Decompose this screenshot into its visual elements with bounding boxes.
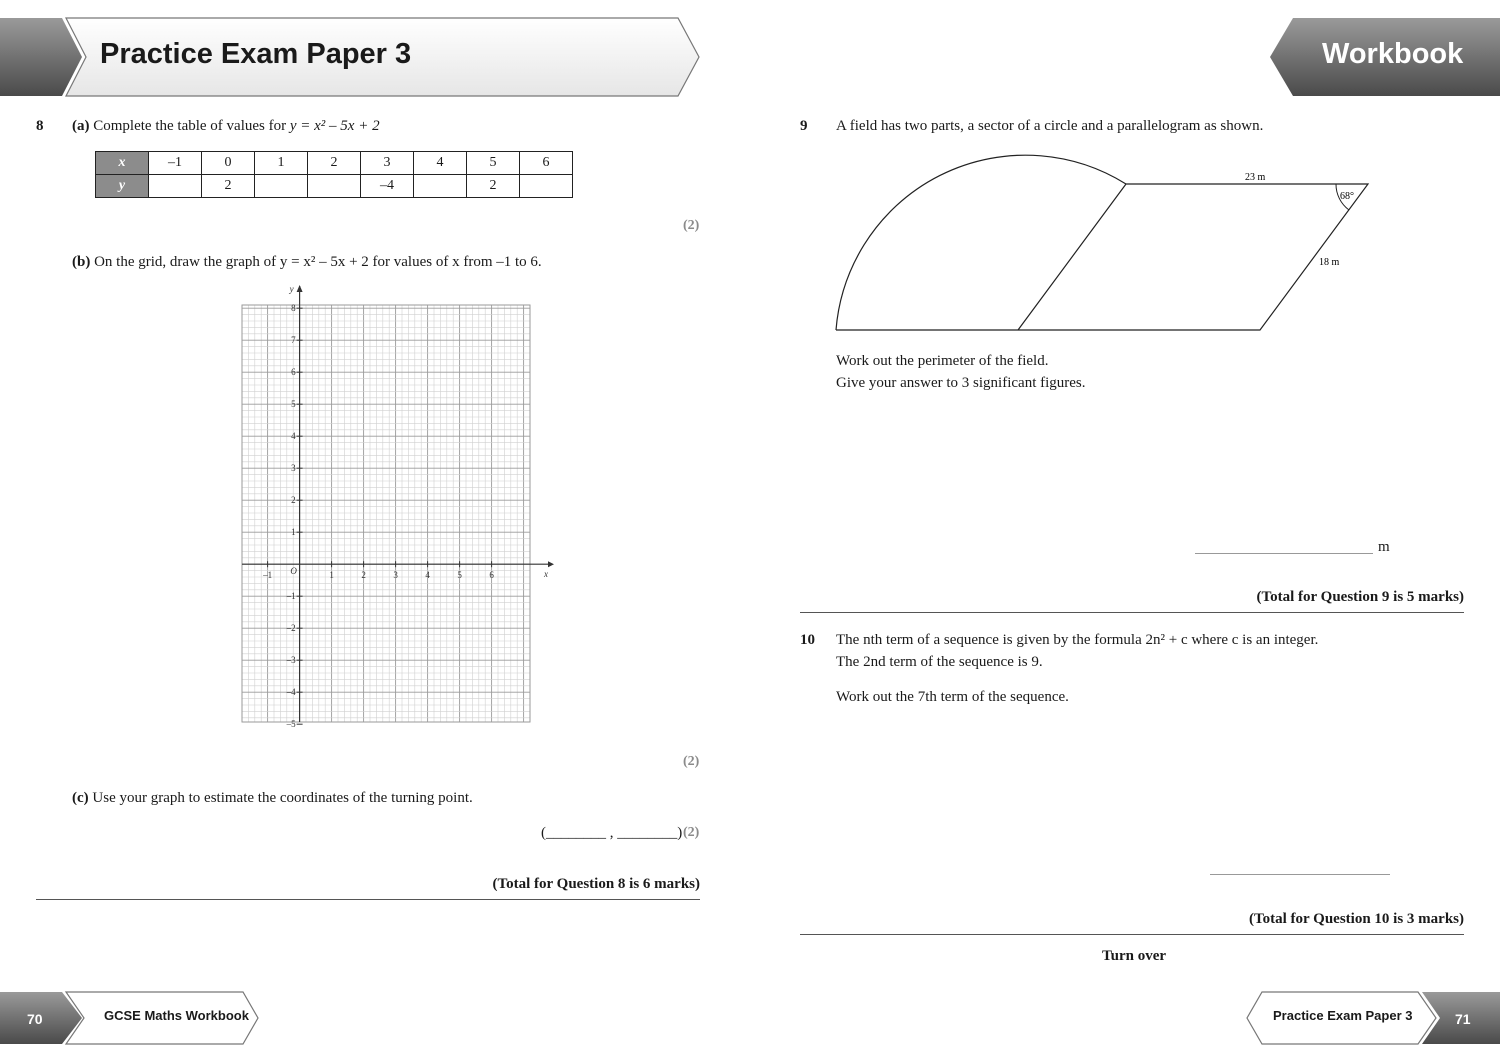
- y-tick-label: 3: [291, 463, 296, 474]
- y-tick-label: 7: [291, 335, 296, 346]
- y-tick-label: 8: [291, 303, 296, 314]
- table-header-y: y: [96, 175, 149, 198]
- q10-total: (Total for Question 10 is 3 marks): [1248, 911, 1464, 927]
- graph-grid[interactable]: [230, 278, 560, 733]
- table-cell: 1: [255, 152, 308, 175]
- y-tick-label: 4: [291, 431, 296, 442]
- page-title-left: Practice Exam Paper 3: [100, 38, 412, 70]
- table-answer-cell[interactable]: [520, 175, 573, 198]
- y-tick-label: –4: [286, 687, 296, 698]
- q9-answer-line[interactable]: [1195, 553, 1373, 554]
- table-answer-cell[interactable]: [255, 175, 308, 198]
- footer-title-left: GCSE Maths Workbook: [104, 1008, 249, 1023]
- y-tick-label: –3: [286, 655, 296, 666]
- table-answer-cell[interactable]: [414, 175, 467, 198]
- x-tick-label: 4: [425, 570, 430, 581]
- question-number-9: 9: [800, 118, 808, 134]
- x-axis-arrow: [548, 561, 554, 567]
- grid-border: [242, 305, 530, 722]
- q8a-marks: (2): [683, 218, 700, 233]
- q9-instruction-1: Work out the perimeter of the field.: [836, 353, 1049, 369]
- field-diagram: [820, 140, 1380, 340]
- y-axis-arrow: [297, 285, 303, 292]
- y-tick-label: –1: [286, 591, 296, 602]
- q8b-label: (b): [72, 254, 91, 270]
- table-header-x: x: [96, 152, 149, 175]
- divider: [800, 612, 1464, 613]
- table-cell: 6: [520, 152, 573, 175]
- origin-label: O: [290, 566, 297, 577]
- y-tick-label: 1: [291, 527, 296, 538]
- label-68-degrees: 68°: [1340, 191, 1354, 202]
- q10-answer-line[interactable]: [1210, 874, 1390, 875]
- q9-total: (Total for Question 9 is 5 marks): [1256, 589, 1464, 605]
- q10-line-2: The 2nd term of the sequence is 9.: [836, 654, 1043, 670]
- x-tick-label: 5: [457, 570, 462, 581]
- question-number-8: 8: [36, 118, 44, 134]
- divider: [36, 899, 700, 900]
- table-cell: 4: [414, 152, 467, 175]
- y-tick-label: 6: [291, 367, 296, 378]
- page-title-right: Workbook: [1322, 38, 1464, 70]
- table-answer-cell[interactable]: –4: [361, 175, 414, 198]
- page-number-left: 70: [27, 1011, 43, 1027]
- table-row-x: [96, 152, 573, 175]
- parallelogram: [836, 184, 1368, 330]
- table-cell: 5: [467, 152, 520, 175]
- x-tick-label: –1: [263, 570, 273, 581]
- q8c-answer-line[interactable]: (________ , ________): [541, 825, 683, 841]
- x-tick-label: 3: [393, 570, 398, 581]
- q8c-label: (c): [72, 790, 89, 806]
- label-18m: 18 m: [1319, 257, 1340, 268]
- page-number-right: 71: [1455, 1011, 1471, 1027]
- turn-over: Turn over: [1102, 948, 1167, 964]
- x-tick-label: 1: [329, 570, 334, 581]
- y-tick-label: –2: [286, 623, 296, 634]
- q10-line-1: The nth term of a sequence is given by the formula 2n² + c where c is an integer.: [836, 632, 1319, 648]
- q8-total: (Total for Question 8 is 6 marks): [492, 876, 700, 892]
- table-answer-cell[interactable]: [149, 175, 202, 198]
- divider: [800, 934, 1464, 935]
- q9-unit: m: [1378, 539, 1390, 555]
- question-number-10: 10: [800, 632, 815, 648]
- table-answer-cell[interactable]: [308, 175, 361, 198]
- q9-text: A field has two parts, a sector of a circle and a parallelogram as shown.: [836, 118, 1264, 134]
- q8b-text: On the grid, draw the graph of y = x² – 5x + 2 for values of x from –1 to 6.: [94, 254, 542, 270]
- q8a-text: Complete the table of values for: [93, 118, 287, 134]
- q9-instruction-2: Give your answer to 3 significant figures.: [836, 375, 1086, 391]
- q8c-text: Use your graph to estimate the coordinates of the turning point.: [92, 790, 473, 806]
- y-tick-label: –5: [286, 719, 296, 730]
- q8b-prompt: [72, 254, 542, 271]
- label-23m: 23 m: [1245, 172, 1266, 183]
- q8a-equation: y = x² – 5x + 2: [289, 118, 380, 134]
- q8c-marks: (2): [683, 825, 700, 840]
- y-tick-label: 2: [291, 495, 296, 506]
- q8b-marks: (2): [683, 754, 700, 769]
- table-cell: 2: [308, 152, 361, 175]
- table-cell: –1: [149, 152, 202, 175]
- values-table: [95, 151, 573, 198]
- table-row-y: [96, 175, 573, 198]
- x-tick-label: 6: [489, 570, 494, 581]
- x-axis-label: x: [544, 569, 548, 580]
- q10-line-3: Work out the 7th term of the sequence.: [836, 689, 1069, 705]
- y-axis-label: y: [289, 284, 294, 294]
- q8a-prompt: [72, 118, 380, 135]
- table-cell: 0: [202, 152, 255, 175]
- y-tick-label: 5: [291, 399, 296, 410]
- footer-title-right: Practice Exam Paper 3: [1273, 1008, 1413, 1023]
- x-tick-label: 2: [361, 570, 366, 581]
- table-cell: 3: [361, 152, 414, 175]
- table-answer-cell[interactable]: 2: [467, 175, 520, 198]
- table-answer-cell[interactable]: 2: [202, 175, 255, 198]
- q8a-label: (a): [72, 118, 90, 134]
- q8c-prompt: [72, 790, 473, 807]
